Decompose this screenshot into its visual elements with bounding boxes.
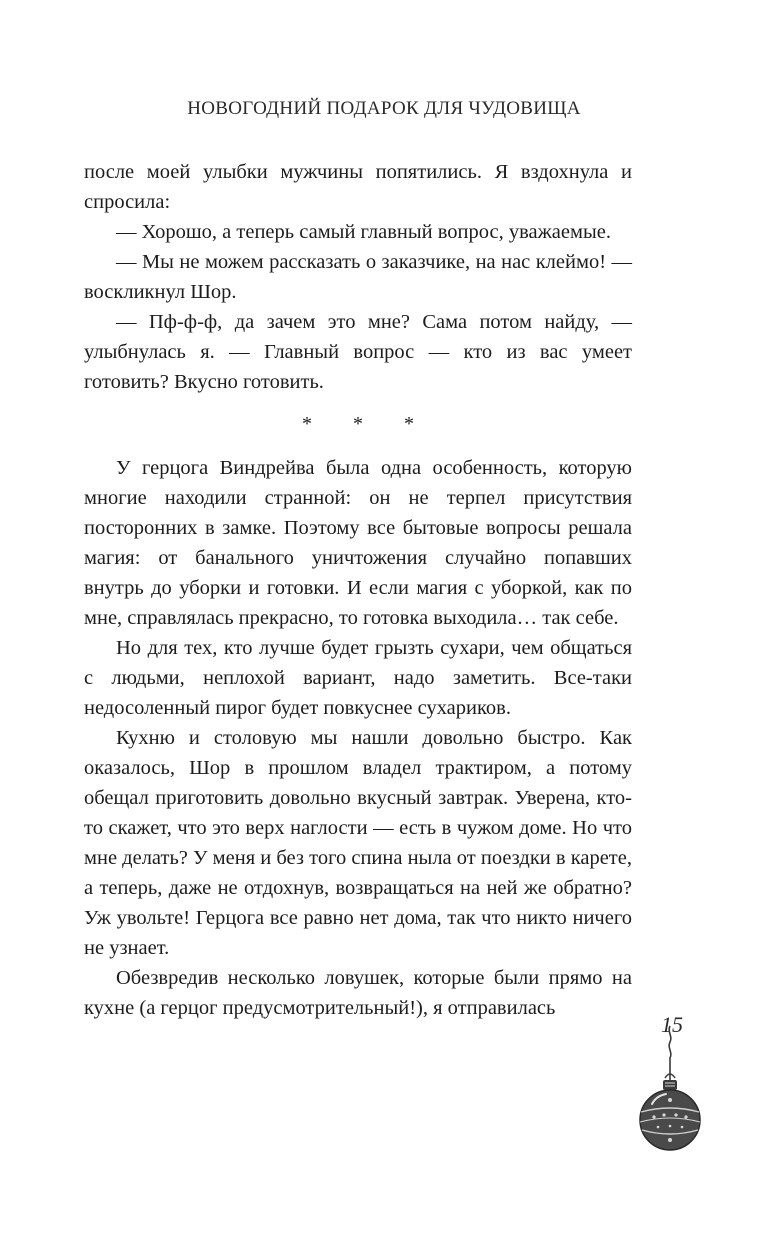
paragraph: после моей улыбки мужчины попятились. Я вздохнула и спросила: bbox=[84, 161, 632, 213]
paragraph: — Мы не можем рассказать о заказчике, на нас клеймо! — воскликнул Шор. bbox=[84, 251, 632, 303]
paragraph: У герцога Виндрейва была одна особенность, которую многие находили странной: он не терпел присутствия посторонних в замке. Поэтому все бытовые вопросы решала магия: от банального уничтожения случайно попавших внутрь до уборки и готовки. И если магия с уборкой, как по мне, справлялась прекрасно, то готовка выходила… так себе. bbox=[84, 457, 632, 629]
page-number: 15 bbox=[661, 1012, 683, 1037]
paragraph: Но для тех, кто лучше будет грызть сухари, чем общаться с людьми, неплохой вариант, надо заметить. Все-таки недосоленный пирог будет повкуснее сухариков. bbox=[84, 637, 632, 719]
paragraph: Кухню и столовую мы нашли довольно быстро. Как оказалось, Шор в прошлом владел трактиром, а потому обещал приготовить довольно вкусный завтрак. Уверена, кто-то скажет, что это верх наглости — есть в чужом доме. Но что мне делать? У меня и без того спина ныла от поездки в карете, а теперь, даже не отдохнув, возвращаться на ней же обратно? Уж увольте! Герцога все равно нет дома, так что никто ничего не узнает. bbox=[84, 727, 632, 959]
paragraph: — Пф-ф-ф, да зачем это мне? Сама потом найду, — улыбнулась я. — Главный вопрос — кто из вас умеет готовить? Вкусно готовить. bbox=[84, 311, 632, 393]
page-body-text bbox=[84, 157, 632, 1023]
christmas-bauble-icon bbox=[634, 1018, 706, 1158]
paragraph: Обезвредив несколько ловушек, которые были прямо на кухне (а герцог предусмотрительный!), я отправилась bbox=[84, 967, 632, 1019]
paragraph: — Хорошо, а теперь самый главный вопрос, уважаемые. bbox=[116, 221, 611, 243]
running-title: НОВОГОДНИЙ ПОДАРОК ДЛЯ ЧУДОВИЩА bbox=[187, 98, 581, 119]
section-separator: * * * bbox=[302, 413, 432, 435]
